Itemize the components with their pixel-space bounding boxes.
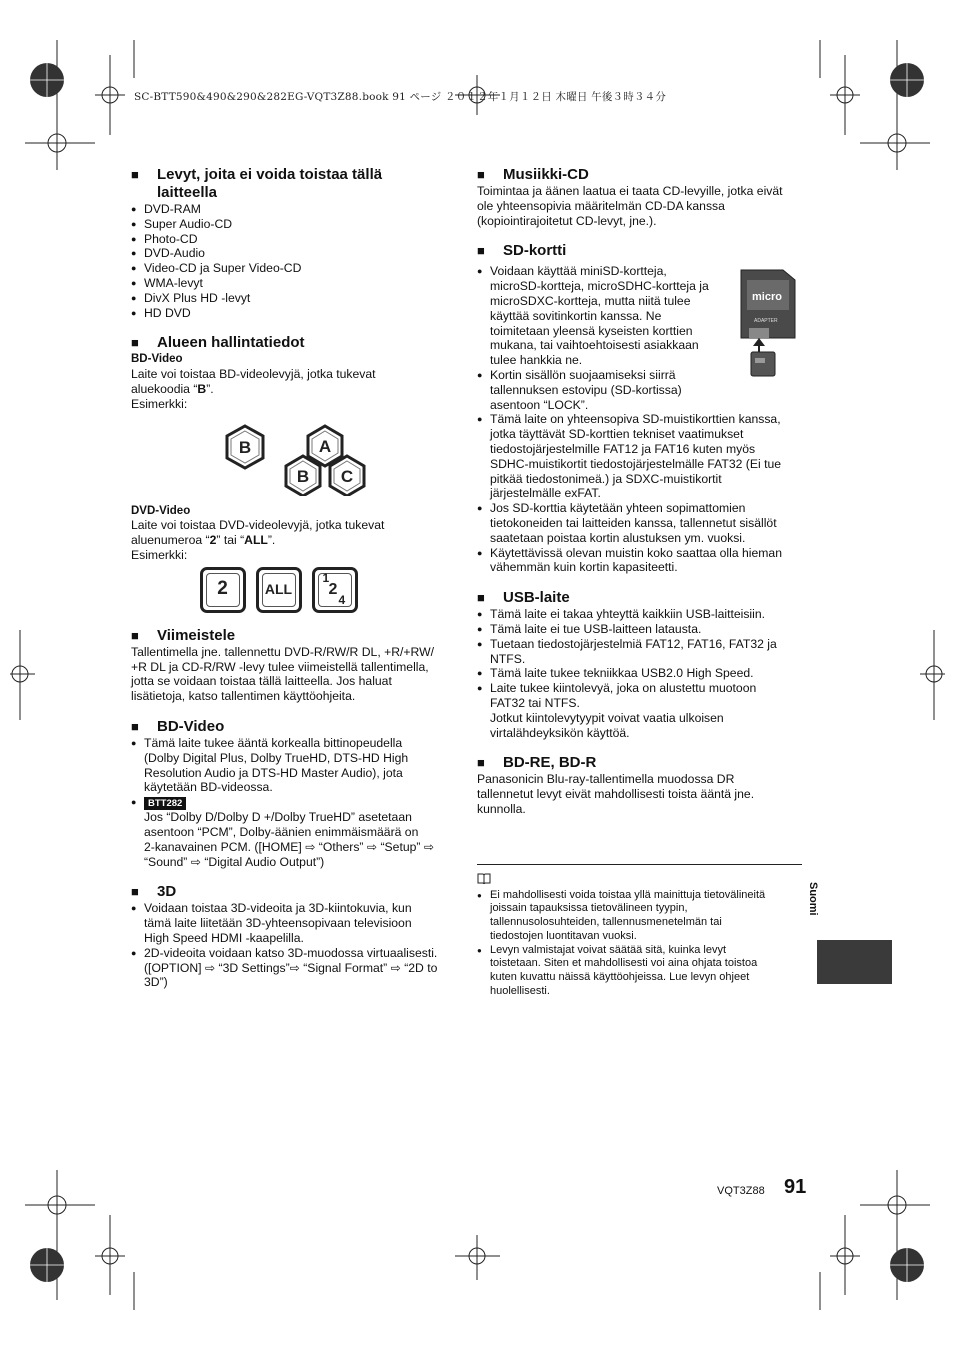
- list-item: ● DVD-RAM: [131, 202, 456, 217]
- section-bd-video: [131, 718, 456, 869]
- list-item: ● WMA-levyt: [131, 276, 456, 291]
- list-item: ● Tämä laite ei tue USB-laitteen latausta.: [477, 622, 802, 637]
- list-item: ● HD DVD: [131, 306, 456, 321]
- list-item: ● Video-CD ja Super Video-CD: [131, 261, 456, 276]
- finalize-text: Tallentimella jne. tallennettu DVD-R/RW/R DL, +R/+RW/ +R DL ja CD-R/RW -levy tulee viimeistellä tallentimella, jotta se voidaan toistaa tällä laitteella. Jos haluat lisätietoja, katso tallentimen käyttöohjeita.: [131, 644, 434, 704]
- book-note-icon: [477, 873, 491, 884]
- list-item: ● Super Audio-CD: [131, 217, 456, 232]
- section-finalize: [131, 627, 456, 704]
- bd-region-logos: [131, 412, 456, 494]
- language-tab: [817, 940, 892, 984]
- list-item: ● Voidaan toistaa 3D-videoita ja 3D-kiintokuvia, kun tämä laite liitetään 3D-yhteensopivaan televisioon High Speed HDMI -kaapelilla.: [131, 901, 456, 945]
- square-bullet-icon: ■: [477, 167, 485, 182]
- list-item: ● Käytettävissä olevan muistin koko saattaa olla hieman vähemmän kuin kortin kapasiteetti.: [477, 546, 802, 576]
- micro-logo: micro: [752, 291, 782, 304]
- list-item: ● 2D-videoita voidaan katso 3D-muodossa virtuaalisesti. ([OPTION] ⇨ “3D Settings”⇨ “Signal Format” ⇨ “2D to 3D”): [131, 946, 456, 990]
- list-item: ● Jos SD-korttia käytetään yhteen sopimattomien tietokoneiden tai laitteiden kanssa, tallennetut sisällöt saatetaan poistaa kortin alustuksen ym. vuoksi.: [477, 501, 802, 545]
- list-item: ● Ei mahdollisesti voida toistaa yllä mainittuja tietovälineitä joissain tapauksissa tietovälineen tyypin, tallennusolosuhteiden, tallennusmenetelmän tai tiedostojen luontitavan vuoksi.: [477, 889, 795, 944]
- dvd-region-all-icon: ALL: [256, 567, 302, 613]
- document-code: VQT3Z88: [717, 1185, 765, 1197]
- list-item: ● Laite tukee kiintolevyä, joka on alustettu muotoon FAT32 tai NTFS. Jotkut kiintolevytyypit voivat vaatia ulkoisen virtalähdeyksikön käyttöä.: [477, 681, 802, 740]
- list-item: ● DivX Plus HD -levyt: [131, 291, 456, 306]
- section-usb: [477, 589, 802, 740]
- square-bullet-icon: ■: [131, 167, 139, 182]
- dvd-region-logos: [131, 567, 456, 613]
- section-heading: ■ BD-Video: [131, 717, 225, 735]
- dvd-video-subheading: DVD-Video: [131, 504, 191, 517]
- list-item: ● Tämä laite tukee ääntä korkealla bittinopeudella (Dolby Digital Plus, Dolby TrueHD, DTS-HD High Resolution Audio ja DTS-HD Master Audio), jota käytetään BD-videossa.: [131, 736, 456, 795]
- dvd-region-multi-icon: 1 2 4: [312, 567, 358, 613]
- right-column: [477, 166, 802, 817]
- bd-video-subheading: BD-Video: [131, 353, 183, 366]
- notes-divider: [477, 864, 802, 865]
- section-heading: ■ BD-RE, BD-R: [477, 754, 597, 772]
- list-item: ● DVD-Audio: [131, 246, 456, 261]
- left-column: [131, 166, 456, 990]
- page-number: 91: [784, 1176, 807, 1198]
- region-letter: B: [296, 466, 310, 486]
- section-3d: [131, 883, 456, 990]
- list-item: ● Levyn valmistajat voivat säätää sitä, kuinka levyt toistetaan. Siten et mahdollisesti voi aina ohjata toistoa kuten kuvattu näissä käyttöohjeissa. Lue levyn ohjeet huolellisesti.: [477, 944, 795, 999]
- square-bullet-icon: ■: [131, 335, 139, 351]
- list-item: ● Tämä laite on yhteensopiva SD-muistikorttien kanssa, jotka täyttävät SD-korttien tekniset vaatimukset tiedostojärjestelmille FAT12 ja FAT16 kuten myös SDHC-muistikortit tiedostojärjestelmälle FAT32 (Ei tue pitkää tiedostonimeä.) ja SDXC-muistikortit järjestelmälle exFAT.: [477, 412, 802, 501]
- adapter-label: ADAPTER: [754, 318, 778, 325]
- model-badge: BTT282: [144, 797, 186, 810]
- section-heading: ■ Levyt, joita ei voida toistaa tällä laitteella: [131, 166, 383, 201]
- square-bullet-icon: ■: [131, 718, 139, 734]
- region-letter: B: [238, 437, 252, 457]
- section-heading: ■ Musiikki-CD: [477, 166, 589, 183]
- print-header: SC-BTT590&490&290&282EG-VQT3Z88.book 91 ページ ２０１２年１月１２日 木曜日 午後３時３４分: [134, 91, 667, 103]
- list-item: ● Voidaan käyttää miniSD-kortteja, microSD-kortteja, microSDHC-kortteja ja microSDXC-kortteja, mutta niitä tulee käyttää sovitinkortin kanssa. Ne toimitetaan yleensä kyseisten korttien mukana, tai vaihtoehtoisesti asiakkaan tulee hankkia ne.: [477, 264, 802, 368]
- section-heading: ■ USB-laite: [477, 589, 570, 607]
- section-bd-re: ■ BD-RE, BD-R Panasonicin Blu-ray-tallentimella muodossa DR tallennetut levyt eivät mahdollisesti toista ääntä jne. kunnolla.: [477, 754, 802, 816]
- list-item: ● Tämä laite ei takaa yhteyttä kaikkiin USB-laitteisiin.: [477, 607, 802, 622]
- square-bullet-icon: ■: [477, 590, 485, 606]
- region-letter: A: [318, 436, 332, 456]
- notes-box: [477, 873, 795, 998]
- region-letter: C: [340, 466, 354, 486]
- square-bullet-icon: ■: [131, 627, 139, 643]
- list-item: ● Tuetaan tiedostojärjestelmiä FAT12, FAT16, FAT32 ja NTFS.: [477, 637, 802, 667]
- section-unplayable: [131, 166, 456, 320]
- section-heading: ■ Viimeistele: [131, 626, 236, 644]
- square-bullet-icon: ■: [477, 243, 485, 259]
- dvd-region-text: Laite voi toistaa DVD-videolevyjä, jotka tukevat aluenumeroa “2” tai “ALL”. Esimerkki:: [131, 518, 385, 562]
- bd-region-text: Laite voi toistaa BD-videolevyjä, jotka tukevat aluekoodia “B”. Esimerkki:: [131, 367, 376, 411]
- section-region: [131, 334, 456, 612]
- list-item: ● Kortin sisällön suojaamiseksi siirrä tallennuksen estovipu (SD-kortissa) asentoon “LOCK”.: [477, 368, 802, 412]
- section-heading: ■ Alueen hallintatiedot: [131, 334, 305, 352]
- list-item: ● Tämä laite tukee tekniikkaa USB2.0 High Speed.: [477, 666, 802, 681]
- list-item: ● Photo-CD: [131, 232, 456, 247]
- section-heading: ■ 3D: [131, 883, 177, 901]
- dvd-region-2-icon: 2: [200, 567, 246, 613]
- section-heading: ■ SD-kortti: [477, 242, 567, 260]
- section-sd-card: [477, 242, 802, 575]
- square-bullet-icon: ■: [131, 884, 139, 900]
- bd-region-code-icon: [225, 424, 375, 496]
- section-music-cd: ■ Musiikki-CD Toimintaa ja äänen laatua ei taata CD-levyille, jotka eivät ole yhteensopivia määritelmän CD-DA kanssa (kopiointirajoitetut CD-levyt, jne.).: [477, 166, 802, 228]
- square-bullet-icon: ■: [477, 755, 485, 771]
- language-label: Suomi: [807, 882, 819, 916]
- list-item: ● BTT282 Jos “Dolby D/Dolby D +/Dolby TrueHD” asetetaan asentoon “PCM”, Dolby-äänien enimmäismäärä on 2-kanavainen PCM. ([HOME] ⇨ “Others” ⇨ “Setup” ⇨ “Sound” ⇨ “Digital Audio Output”): [131, 795, 456, 869]
- unplayable-list: [131, 202, 456, 320]
